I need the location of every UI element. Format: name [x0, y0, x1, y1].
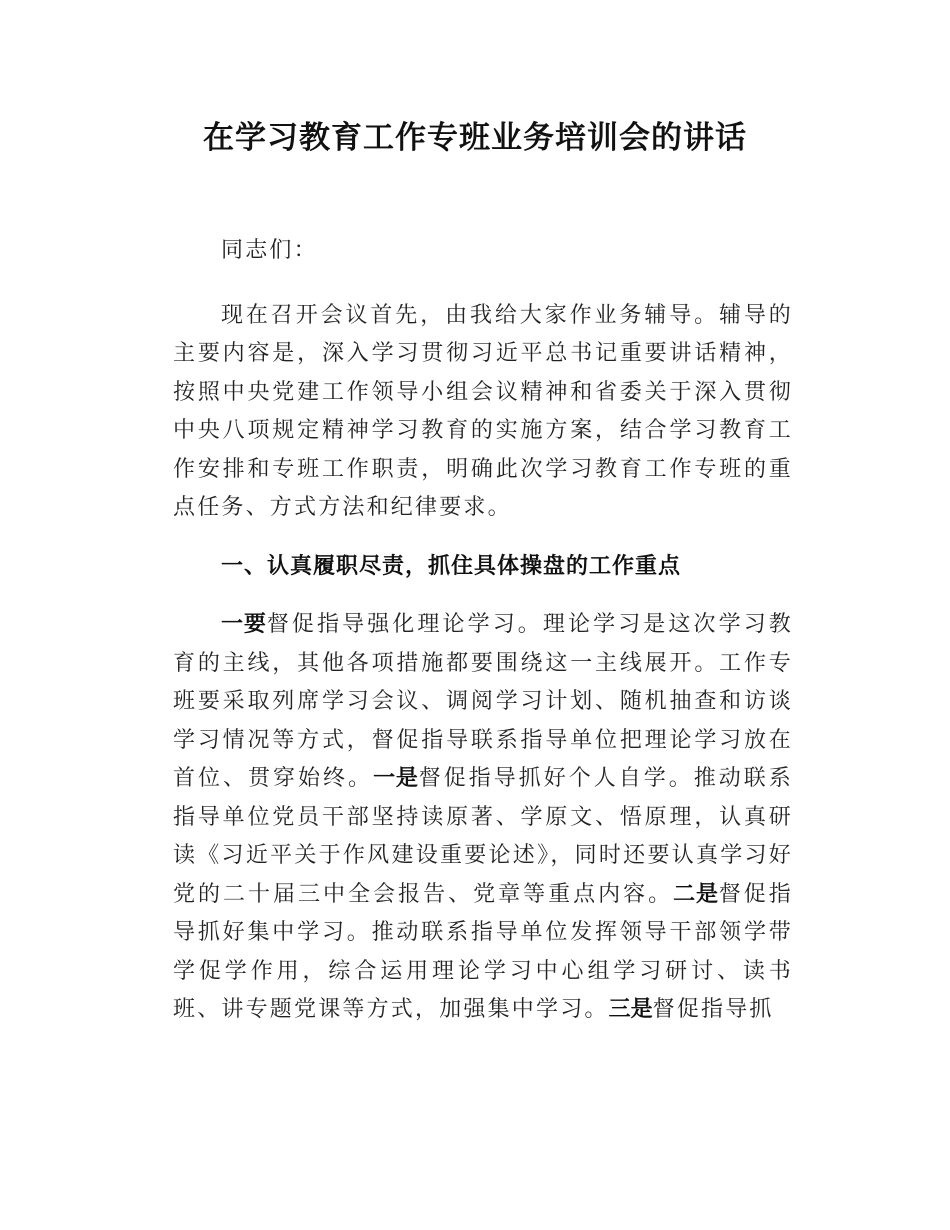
point-marker-2: 二是 — [673, 881, 719, 907]
paragraph-text: 督促指导抓 — [652, 997, 774, 1022]
document-title: 在学习教育工作专班业务培训会的讲话 — [203, 120, 747, 156]
point-marker-1: 一是 — [373, 766, 419, 791]
intro-paragraph: 现在召开会议首先，由我给大家作业务辅导。辅导的主要内容是，深入学习贯彻习近平总书记重要讲话精神，按照中央党建工作领导小组会议精神和省委关于深入贯彻中央八项规定精神学习教育的实施方案，结合学习教育工作安排和专班工作职责，明确此次学习教育工作专班的重点任务、方式方法和纪律要求。 — [173, 302, 793, 520]
paragraph-text: 督促指导抓好个人自学。推动联系指导单位党员干部坚持读原著、学原文、悟原理，认真研读《习近平关于作风建设重要论述》，同时还要认真学习好党的二十届三中全会报告、党章等重点内容。 — [173, 766, 793, 907]
section-heading-1: 一、认真履职尽责，抓住具体操盘的工作重点 — [221, 553, 682, 579]
lead-marker: 一要 — [221, 612, 267, 637]
paragraph-text: 督促指导抓好集中学习。推动联系指导单位发挥领导干部领学带学促学作用，综合运用理论学习中心组学习研讨、读书班、讲专题党课等方式，加强集中学习。 — [173, 881, 793, 1022]
paragraph-theory-study — [173, 606, 793, 1030]
paragraph-text: 督促指导强化理论学习。理论学习是这次学习教育的主线，其他各项措施都要围绕这一主线展开。工作专班要采取列席学习会议、调阅学习计划、随机抽查和访谈学习情况等方式，督促指导联系指导单位把理论学习放在首位、贯穿始终。 — [173, 612, 793, 791]
point-marker-3: 三是 — [608, 997, 653, 1022]
salutation: 同志们： — [221, 238, 318, 263]
document-body — [173, 232, 793, 1050]
